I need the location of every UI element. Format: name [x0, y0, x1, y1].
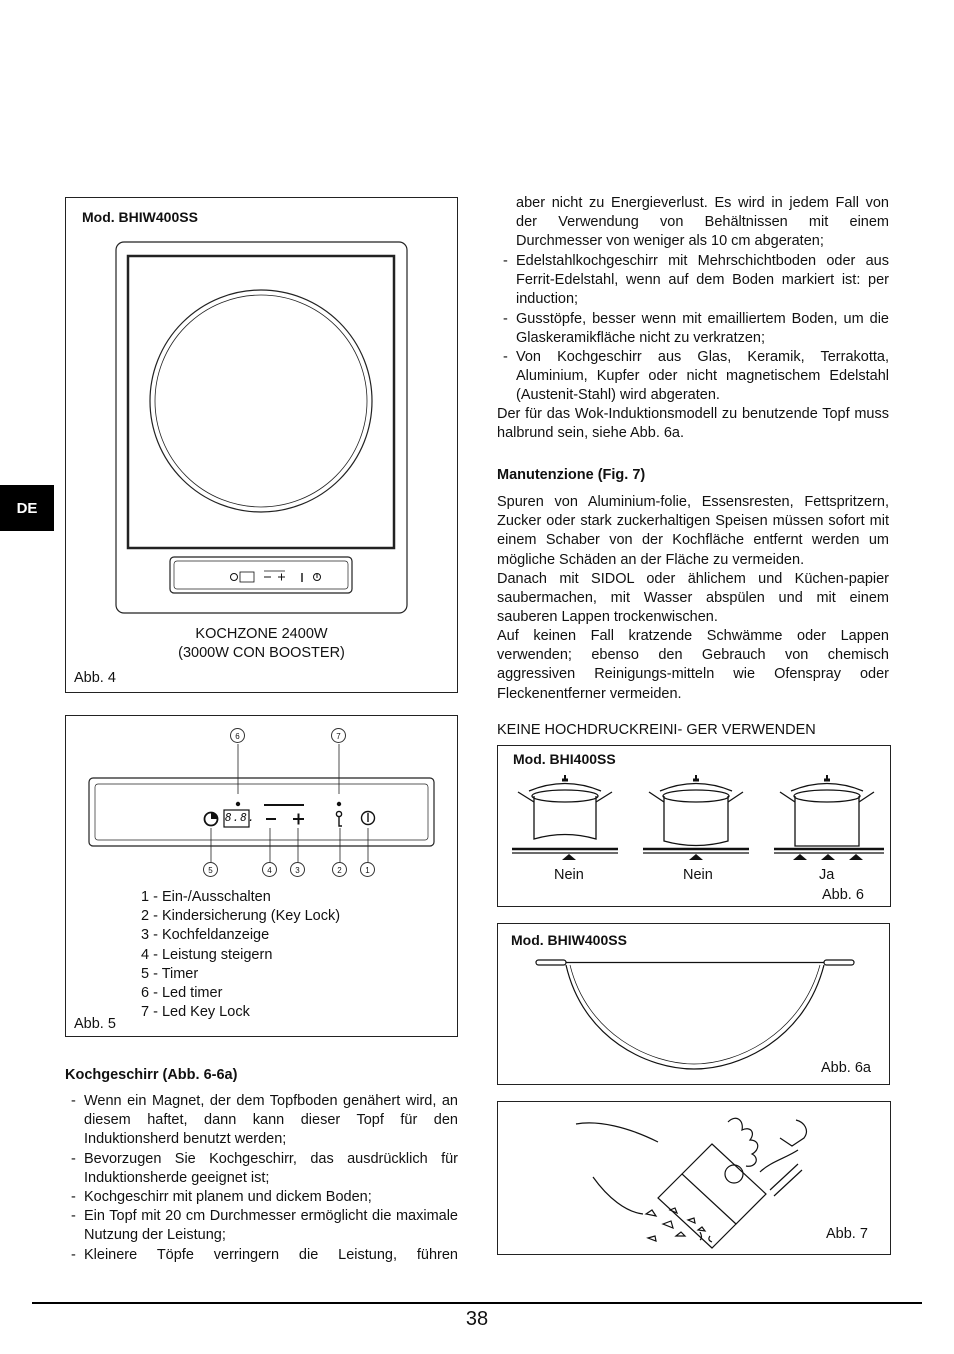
list-item: - Von Kochgeschirr aus Glas, Keramik, Terrakotta, Aluminium, Kupfer oder nicht magnetischem Edelstahl (Austenit-Stahl) wird abgeraten.: [497, 348, 889, 406]
maintenance-paragraph-3: Auf keinen Fall kratzende Schwämme oder Lappen verwenden; ebenso den Gebrauch von chemisch aggressiven Reinigungs-mitteln wie Ofenspray oder Fleckenentferner vermeiden.: [497, 628, 889, 702]
callout-6: 6: [230, 728, 245, 743]
list-item: - Bevorzugen Sie Kochgeschirr, das ausdrücklich für Induktionsherde geeignet ist;: [65, 1150, 458, 1188]
legend-item: 7 - Led Key Lock: [141, 1004, 250, 1021]
figure-6-label: Abb. 6: [822, 887, 864, 903]
footer-rule: [32, 1302, 922, 1304]
legend-item: 6 - Led timer: [141, 985, 223, 1002]
legend-item: 2 - Kindersicherung (Key Lock): [141, 908, 341, 925]
cookware-list: [65, 1092, 458, 1265]
figure-6a-label: Abb. 6a: [821, 1060, 871, 1076]
callout-7: 7: [331, 728, 346, 743]
callout-1: 1: [360, 862, 375, 877]
cookware-list-continued: [497, 252, 889, 406]
legend-item: 1 - Ein-/Ausschalten: [141, 889, 271, 905]
figure-4-caption-1: KOCHZONE 2400W: [195, 626, 328, 642]
callout-3: 3: [290, 862, 305, 877]
maintenance-paragraph-2: Danach mit SIDOL oder ählichem und Küchen-papier saubermachen, mit Wasser abspülen und mit einem sauberen Lappen trockenwischen.: [497, 571, 889, 626]
figure-4-caption-2: (3000W CON BOOSTER): [178, 645, 345, 661]
figure-6-box: [497, 745, 891, 907]
cookware-heading: Kochgeschirr (Abb. 6-6a): [65, 1067, 238, 1083]
pot-label-2: Nein: [683, 867, 713, 883]
legend-item: 3 - Kochfeldanzeige: [141, 927, 270, 944]
list-item: - Kochgeschirr mit planem und dickem Boden;: [65, 1188, 458, 1207]
legend-item: 5 - Timer: [141, 965, 199, 982]
figure-4-label: Abb. 4: [74, 670, 116, 686]
language-tab: DE: [0, 485, 54, 531]
figure-5-box: [65, 715, 458, 1037]
callout-2: 2: [332, 862, 347, 877]
page-number: 38: [465, 1308, 489, 1330]
maintenance-heading: Manutenzione (Fig. 7): [497, 467, 646, 483]
callout-4: 4: [262, 862, 277, 877]
legend-item: 4 - Leistung steigern: [141, 946, 273, 963]
maintenance-paragraph-1: Spuren von Aluminium-folie, Essensresten, Fettspritzern, Zucker oder stark zuckerhaltigen Speisen müssen sofort mit einem Schaber von der Kochfläche entfernt werden um mögliche Schäden an der Fläche zu vermeiden.: [497, 494, 889, 568]
list-item: - Gusstöpfe, besser wenn mit emailliertem Boden, um die Glaskeramikfläche nicht zu verkratzen;: [497, 310, 889, 348]
list-item: - Kleinere Töpfe verringern die Leistung, führen: [65, 1246, 458, 1265]
figure-6a-model: Mod. BHIW400SS: [511, 932, 627, 948]
figure-7-box: [497, 1101, 891, 1255]
pot-label-3: Ja: [819, 867, 835, 883]
timer-display: 8.8.: [225, 811, 256, 824]
list-item: - Edelstahlkochgeschirr mit Mehrschichtboden oder aus Ferrit-Edelstahl, wenn auf dem Boden markiert ist: per induction;: [497, 252, 889, 310]
wok-note: Der für das Wok-Induktionsmodell zu benutzende Topf muss halbrund sein, siehe Abb. 6a.: [497, 406, 889, 442]
cooktop-drawing: [66, 198, 457, 692]
figure-5-label: Abb. 5: [74, 1016, 116, 1032]
list-item: - Wenn ein Magnet, der dem Topfboden genähert wird, an diesem haftet, dann kann dieser Topf für den Induktionsherd benutzt werden;: [65, 1092, 458, 1150]
figure-6a-box: [497, 923, 890, 1085]
callout-5: 5: [203, 862, 218, 877]
figure-4-model: Mod. BHIW400SS: [82, 209, 198, 225]
pot-label-1: Nein: [554, 867, 584, 883]
figure-7-label: Abb. 7: [826, 1226, 868, 1242]
figure-5-legend: [141, 888, 340, 1022]
figure-4-box: [65, 197, 458, 693]
continuation-text: aber nicht zu Energieverlust. Es wird in jedem Fall von der Verwendung von Behältnissen mit einem Durchmesser von weniger als 10 cm abgeraten;: [516, 195, 889, 250]
warning-text: KEINE HOCHDRUCKREINI- GER VERWENDEN: [497, 722, 816, 738]
figure-6-model: Mod. BHI400SS: [513, 751, 616, 767]
list-item: - Ein Topf mit 20 cm Durchmesser ermöglicht die maximale Nutzung der Leistung;: [65, 1207, 458, 1245]
